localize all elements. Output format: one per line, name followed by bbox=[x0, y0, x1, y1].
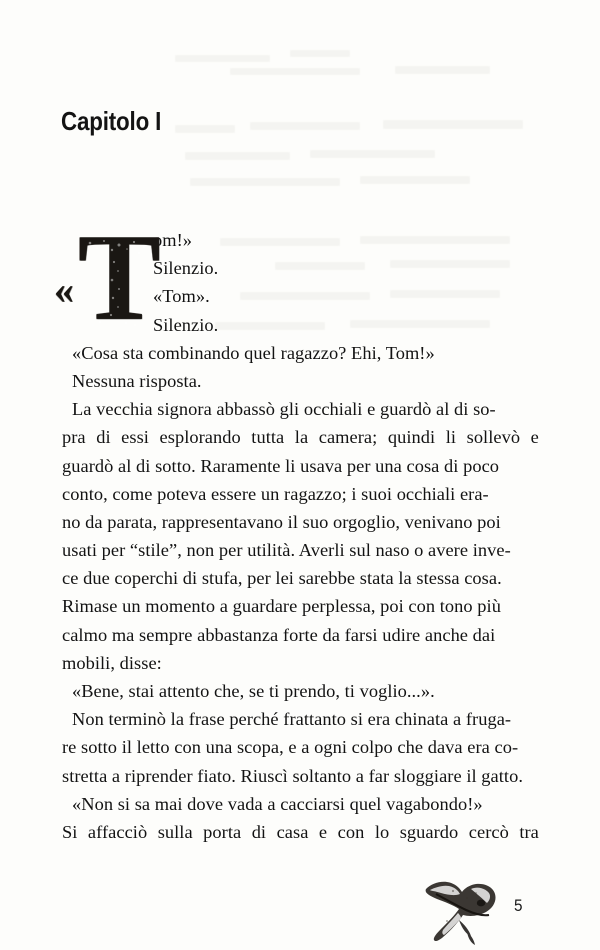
text-line bbox=[62, 423, 539, 451]
text-word: affacciò bbox=[87, 821, 148, 842]
text-word: e bbox=[530, 427, 539, 448]
drop-cap-letter: T bbox=[78, 209, 161, 346]
text-line: calmo ma sempre abbastanza forte da farsi udire anche dai bbox=[62, 624, 496, 645]
hanging-guillemet: « bbox=[54, 267, 74, 312]
text-line: Rimase un momento a guardare perplessa, poi con tono più bbox=[62, 596, 501, 617]
text-line bbox=[62, 818, 539, 846]
text-word: sulla bbox=[157, 821, 193, 842]
text-word: camera; bbox=[318, 427, 378, 448]
text-word: la bbox=[294, 427, 309, 448]
text-line: «Tom». bbox=[153, 286, 210, 307]
page-number: 5 bbox=[514, 896, 523, 915]
text-line: «Non si sa mai dove vada a cacciarsi quel vagabondo!» bbox=[72, 793, 483, 814]
text-line: «Bene, stai attento che, se ti prendo, ti voglio...». bbox=[72, 681, 435, 701]
text-word: e bbox=[318, 821, 328, 842]
text-word: li bbox=[445, 427, 457, 448]
text-line: stretta a riprender fiato. Riuscì soltanto a far sloggiare il gatto. bbox=[62, 765, 523, 786]
text-line: usati per “stile”, non per utilità. Averli sul naso o avere inve- bbox=[62, 540, 511, 561]
text-line: Silenzio. bbox=[153, 258, 219, 279]
text-word: cercò bbox=[468, 821, 509, 842]
text-word: sguardo bbox=[399, 821, 459, 842]
text-word: di bbox=[96, 427, 111, 448]
text-word: con bbox=[337, 821, 365, 842]
text-word: tra bbox=[519, 821, 539, 842]
text-line: «Cosa sta combinando quel ragazzo? Ehi, Tom!» bbox=[72, 342, 435, 363]
text-line: ce due coperchi di stufa, per lei sarebbe stata la stessa cosa. bbox=[62, 568, 502, 589]
text-word: casa bbox=[276, 821, 309, 842]
text-line: Nessuna risposta. bbox=[72, 370, 202, 391]
text-word: pra bbox=[62, 427, 86, 448]
text-word: esplorando bbox=[159, 427, 241, 448]
text-word: lo bbox=[374, 821, 390, 842]
text-word: quindi bbox=[387, 427, 436, 448]
text-line: Silenzio. bbox=[153, 314, 219, 335]
text-line: Non terminò la frase perché frattanto si era chinata a fruga- bbox=[72, 709, 512, 730]
text-line: guardò al di sotto. Raramente li usava per una cosa di poco bbox=[62, 455, 500, 476]
text-line: no da parata, rappresentavano il suo orgoglio, venivano poi bbox=[62, 511, 501, 532]
text-line: mobili, disse: bbox=[62, 652, 162, 673]
text-word: porta bbox=[203, 821, 242, 842]
text-word: sollevò bbox=[466, 427, 521, 448]
straw-hat-sketch-icon bbox=[423, 872, 509, 946]
text-word: essi bbox=[121, 427, 149, 448]
text-word: Si bbox=[62, 821, 78, 842]
text-line: re sotto il letto con una scopa, e a ogni colpo che dava era co- bbox=[62, 737, 519, 758]
text-word: tutta bbox=[251, 427, 285, 448]
body-text-block bbox=[54, 209, 539, 846]
text-line: La vecchia signora abbassò gli occhiali e guardò al di so- bbox=[72, 399, 496, 420]
text-line: om!» bbox=[153, 230, 193, 250]
text-line: conto, come poteva essere un ragazzo; i suoi occhiali era- bbox=[62, 483, 489, 504]
text-word: di bbox=[251, 821, 267, 842]
page-title: Capitolo I bbox=[61, 106, 162, 136]
